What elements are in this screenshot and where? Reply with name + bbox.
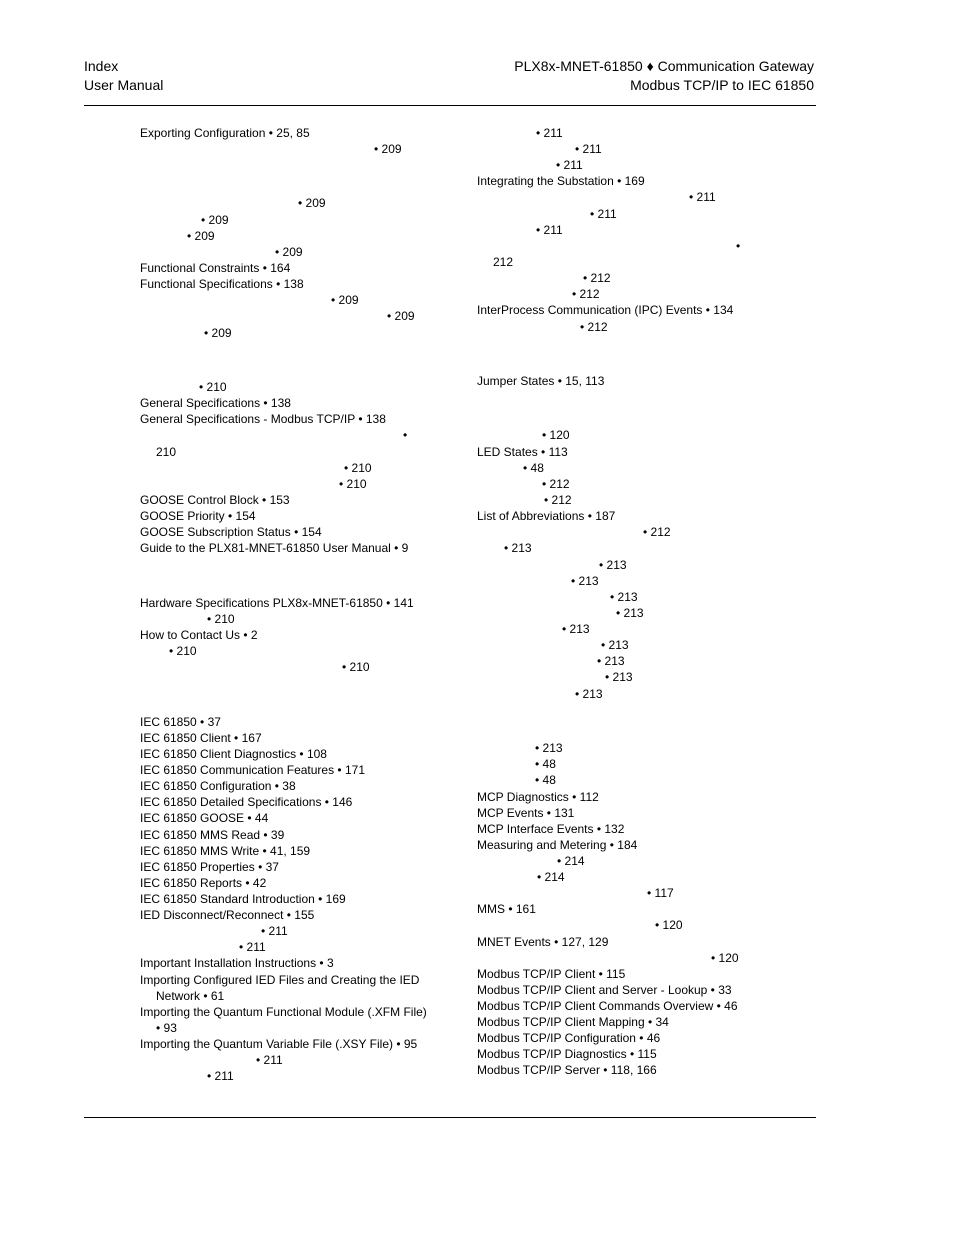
index-entry: • 212 xyxy=(583,271,611,285)
index-entry: • 48 xyxy=(535,757,556,771)
index-entry: • 213 xyxy=(601,638,629,652)
index-entry: • 213 xyxy=(616,606,644,620)
index-entry: • 211 xyxy=(590,207,617,221)
index-entry: Network • 61 xyxy=(156,989,225,1003)
index-entry: Important Installation Instructions • 3 xyxy=(140,956,334,970)
index-entry: • 212 xyxy=(580,320,608,334)
index-entry: • 213 xyxy=(597,654,625,668)
index-entry: Modbus TCP/IP Client Commands Overview • 46 xyxy=(477,999,738,1013)
index-entry: • 210 xyxy=(342,660,370,674)
index-entry: • 209 xyxy=(187,229,215,243)
index-entry: 212 xyxy=(493,255,514,269)
index-entry: • 48 xyxy=(523,461,544,475)
index-entry: GOOSE Priority • 154 xyxy=(140,509,256,523)
index-entry: • 211 xyxy=(689,190,716,204)
index-entry: IED Disconnect/Reconnect • 155 xyxy=(140,908,315,922)
index-entry: LED States • 113 xyxy=(477,445,568,459)
index-entry: • 213 xyxy=(562,622,590,636)
index-entry: • 212 xyxy=(544,493,572,507)
index-entry: MNET Events • 127, 129 xyxy=(477,935,609,949)
index-entry: • 212 xyxy=(572,287,600,301)
index-entry: • 213 xyxy=(610,590,638,604)
index-entry: IEC 61850 Standard Introduction • 169 xyxy=(140,892,346,906)
index-entry: Hardware Specifications PLX8x-MNET-61850 • 141 xyxy=(140,596,414,610)
index-entry: • 209 xyxy=(275,245,303,259)
index-entry: General Specifications • 138 xyxy=(140,396,291,410)
index-entry: • 211 xyxy=(207,1069,234,1083)
index-entry: IEC 61850 Communication Features • 171 xyxy=(140,763,365,777)
index-entry: Functional Constraints • 164 xyxy=(140,261,291,275)
index-entry: Jumper States • 15, 113 xyxy=(477,374,605,388)
index-entry: • 209 xyxy=(204,326,232,340)
index-entry: MMS • 161 xyxy=(477,902,536,916)
index-entry: • 213 xyxy=(504,541,532,555)
index-entry: • 213 xyxy=(535,741,563,755)
index-entry: • 117 xyxy=(647,886,674,900)
running-header-right xyxy=(514,57,814,95)
index-entry: IEC 61850 MMS Read • 39 xyxy=(140,828,285,842)
index-entry: • 209 xyxy=(374,142,402,156)
index-entry: How to Contact Us • 2 xyxy=(140,628,258,642)
index-entry: • 209 xyxy=(298,196,326,210)
index-entry: Functional Specifications • 138 xyxy=(140,277,304,291)
index-entry: • 209 xyxy=(387,309,415,323)
index-entry: Modbus TCP/IP Diagnostics • 115 xyxy=(477,1047,657,1061)
index-entry: • xyxy=(403,428,408,442)
index-entry: • 120 xyxy=(655,918,683,932)
index-entry: • 120 xyxy=(711,951,739,965)
index-entry: IEC 61850 Detailed Specifications • 146 xyxy=(140,795,353,809)
index-entry: • 212 xyxy=(542,477,570,491)
index-entry: • 209 xyxy=(331,293,359,307)
index-entry: IEC 61850 Reports • 42 xyxy=(140,876,267,890)
index-entry: • 211 xyxy=(556,158,583,172)
index-entry: • 210 xyxy=(169,644,197,658)
index-entry: IEC 61850 GOOSE • 44 xyxy=(140,811,269,825)
index-entry: MCP Events • 131 xyxy=(477,806,575,820)
index-entry: • 214 xyxy=(537,870,565,884)
index-entry: • 211 xyxy=(575,142,602,156)
index-entry: • 211 xyxy=(536,126,563,140)
index-entry: • 211 xyxy=(239,940,266,954)
index-entry: GOOSE Subscription Status • 154 xyxy=(140,525,322,539)
header-product: PLX8x-MNET-61850 ♦ Communication Gateway xyxy=(514,58,814,74)
index-entry: Integrating the Substation • 169 xyxy=(477,174,645,188)
footer-rule xyxy=(84,1117,816,1118)
index-entry: Importing the Quantum Functional Module (.XFM File) xyxy=(140,1005,427,1019)
index-entry: IEC 61850 • 37 xyxy=(140,715,221,729)
header-manual: User Manual xyxy=(84,77,164,93)
header-subtitle: Modbus TCP/IP to IEC 61850 xyxy=(630,77,814,93)
index-entry: • 211 xyxy=(261,924,288,938)
index-entry: • 48 xyxy=(535,773,556,787)
index-entry: • 210 xyxy=(344,461,372,475)
index-entry: • 213 xyxy=(575,687,603,701)
index-entry: • 211 xyxy=(536,223,563,237)
index-entry: IEC 61850 Properties • 37 xyxy=(140,860,279,874)
index-entry: Modbus TCP/IP Client and Server - Lookup • 33 xyxy=(477,983,732,997)
index-entry: Modbus TCP/IP Client • 115 xyxy=(477,967,626,981)
index-entry: Modbus TCP/IP Configuration • 46 xyxy=(477,1031,661,1045)
index-entry: • 212 xyxy=(643,525,671,539)
header-section: Index xyxy=(84,58,119,74)
index-entry: • 213 xyxy=(571,574,599,588)
index-entry: Modbus TCP/IP Client Mapping • 34 xyxy=(477,1015,669,1029)
index-entry: Importing Configured IED Files and Creating the IED xyxy=(140,973,420,987)
index-entry: IEC 61850 Configuration • 38 xyxy=(140,779,296,793)
index-entry: • xyxy=(736,239,741,253)
index-entry: • 213 xyxy=(605,670,633,684)
header-rule xyxy=(84,105,816,106)
index-entry: IEC 61850 Client • 167 xyxy=(140,731,262,745)
index-entry: General Specifications - Modbus TCP/IP • 138 xyxy=(140,412,386,426)
index-entry: • 210 xyxy=(207,612,235,626)
index-entry: • 211 xyxy=(256,1053,283,1067)
running-header-left xyxy=(84,57,163,95)
index-entry: List of Abbreviations • 187 xyxy=(477,509,616,523)
index-entry: • 120 xyxy=(542,428,570,442)
index-entry: 210 xyxy=(156,445,177,459)
index-entry: Importing the Quantum Variable File (.XSY File) • 95 xyxy=(140,1037,418,1051)
index-entry: • 210 xyxy=(199,380,227,394)
index-entry: Guide to the PLX81-MNET-61850 User Manual • 9 xyxy=(140,541,409,555)
index-entry: • 209 xyxy=(201,213,229,227)
index-entry: • 214 xyxy=(557,854,585,868)
index-entry: MCP Interface Events • 132 xyxy=(477,822,625,836)
index-entry: • 213 xyxy=(599,558,627,572)
index-entry: MCP Diagnostics • 112 xyxy=(477,790,599,804)
index-entry: GOOSE Control Block • 153 xyxy=(140,493,290,507)
index-entry: InterProcess Communication (IPC) Events • 134 xyxy=(477,303,734,317)
index-entry: Exporting Configuration • 25, 85 xyxy=(140,126,310,140)
index-entry: IEC 61850 Client Diagnostics • 108 xyxy=(140,747,327,761)
index-entry: • 93 xyxy=(156,1021,177,1035)
index-entry: IEC 61850 MMS Write • 41, 159 xyxy=(140,844,311,858)
index-entry: Modbus TCP/IP Server • 118, 166 xyxy=(477,1063,657,1077)
index-entry: • 210 xyxy=(339,477,367,491)
index-entry: Measuring and Metering • 184 xyxy=(477,838,638,852)
